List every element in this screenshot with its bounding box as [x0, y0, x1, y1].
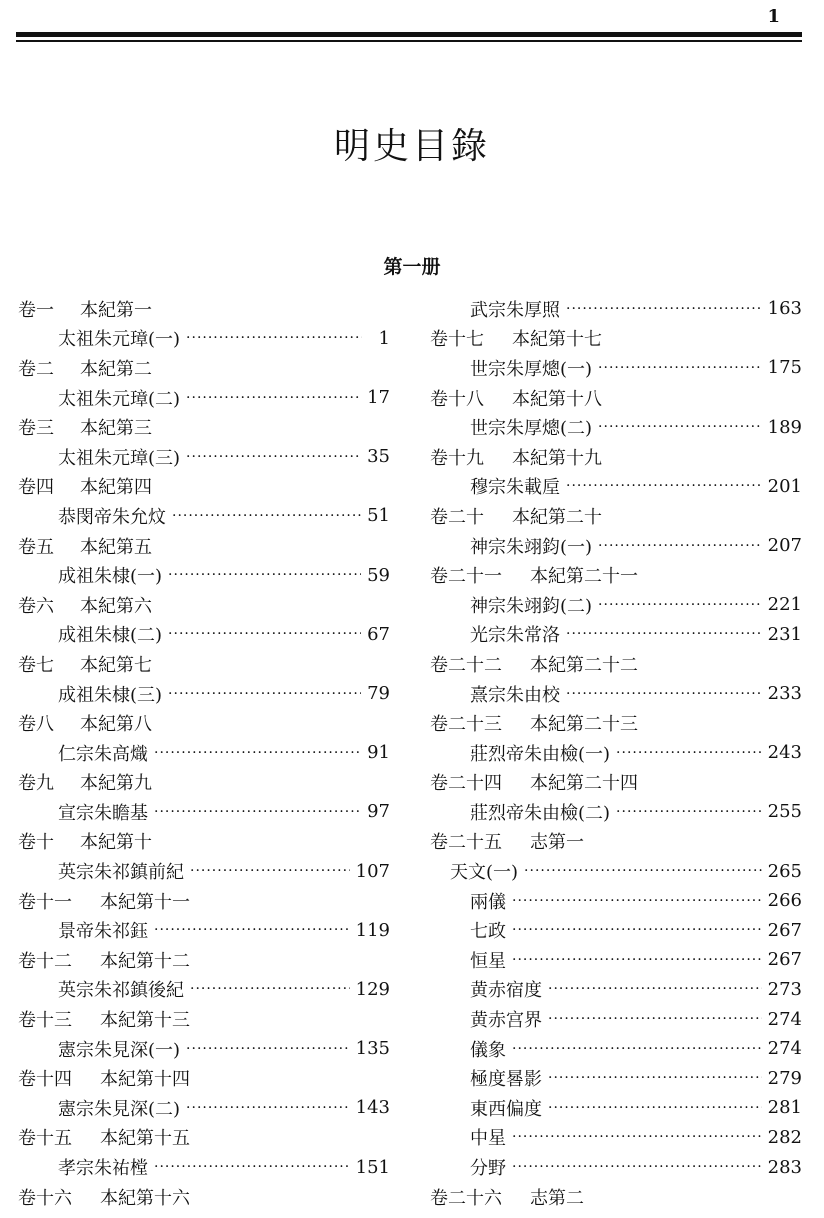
- dot-leader: [154, 922, 350, 938]
- entry-page-number: 51: [367, 505, 390, 527]
- entry-page-number: 151: [355, 1156, 390, 1178]
- toc-entry: [18, 324, 390, 354]
- dot-leader: [598, 538, 762, 554]
- juan-title: 本紀第二十四: [530, 773, 638, 795]
- entry-page-number: 267: [767, 919, 802, 941]
- toc-entry: [18, 797, 390, 827]
- toc-entry: [18, 1093, 390, 1123]
- dot-leader: [548, 981, 762, 997]
- juan-number: 卷十: [18, 832, 54, 854]
- entry-label: 孝宗朱祐樘: [58, 1158, 148, 1180]
- juan-title: 本紀第八: [80, 714, 152, 736]
- juan-number: 卷十六: [18, 1187, 72, 1209]
- juan-number: 卷十一: [18, 891, 72, 913]
- volume-heading: 第一册: [383, 256, 441, 278]
- dot-leader: [616, 804, 762, 820]
- juan-title: 本紀第二十二: [530, 654, 638, 676]
- dot-leader: [524, 863, 762, 879]
- juan-title: 本紀第十八: [512, 388, 602, 410]
- juan-number: 卷十二: [18, 950, 72, 972]
- toc-entry: [430, 975, 802, 1005]
- entry-page-number: 175: [767, 357, 802, 379]
- entry-label: 景帝朱祁鈺: [58, 921, 148, 943]
- entry-label: 七政: [470, 921, 506, 943]
- dot-leader: [598, 360, 762, 376]
- toc-entry: [430, 412, 802, 442]
- entry-label: 熹宗朱由校: [470, 684, 560, 706]
- entry-page-number: 243: [767, 742, 802, 764]
- toc-juan-heading: [18, 886, 390, 916]
- entry-page-number: 282: [767, 1126, 802, 1148]
- toc-juan-heading: [430, 383, 802, 413]
- entry-page-number: 207: [767, 535, 802, 557]
- toc-entry: [430, 1063, 802, 1093]
- toc-juan-heading: [18, 649, 390, 679]
- toc-entry: [430, 797, 802, 827]
- toc-juan-heading: [430, 708, 802, 738]
- entry-label: 黄赤宫界: [470, 1010, 542, 1032]
- entry-label: 世宗朱厚熜(一): [470, 358, 593, 380]
- toc-juan-heading: [18, 945, 390, 975]
- toc-entry: [18, 1152, 390, 1182]
- entry-label: 恭閔帝朱允炆: [58, 506, 166, 528]
- toc-juan-heading: [18, 353, 390, 383]
- dot-leader: [566, 686, 762, 702]
- dot-leader: [172, 508, 361, 524]
- entry-label: 恒星: [470, 950, 506, 972]
- juan-title: 本紀第二十三: [530, 714, 638, 736]
- dot-leader: [566, 301, 762, 317]
- page-number: 1: [767, 6, 780, 27]
- entry-label: 英宗朱祁鎮後紀: [58, 980, 184, 1002]
- toc-juan-heading: [18, 1004, 390, 1034]
- juan-number: 卷五: [18, 536, 54, 558]
- juan-number: 卷二十三: [430, 714, 502, 736]
- entry-page-number: 273: [767, 978, 802, 1000]
- entry-page-number: 143: [355, 1097, 390, 1119]
- dot-leader: [186, 449, 361, 465]
- entry-label: 憲宗朱見深(二): [58, 1098, 181, 1120]
- entry-label: 英宗朱祁鎮前紀: [58, 862, 184, 884]
- juan-title: 本紀第一: [80, 299, 152, 321]
- juan-title: 本紀第二: [80, 358, 152, 380]
- toc-entry: [430, 1034, 802, 1064]
- dot-leader: [512, 893, 762, 909]
- entry-page-number: 201: [767, 475, 802, 497]
- dot-leader: [154, 745, 361, 761]
- toc-juan-heading: [18, 827, 390, 857]
- toc-juan-heading: [430, 1182, 802, 1212]
- juan-number: 卷三: [18, 418, 54, 440]
- juan-title: 本紀第九: [80, 773, 152, 795]
- toc-entry: [18, 560, 390, 590]
- entry-page-number: 274: [767, 1008, 802, 1030]
- entry-page-number: 129: [355, 978, 390, 1000]
- entry-label: 成祖朱棣(一): [58, 566, 163, 588]
- entry-page-number: 17: [367, 387, 390, 409]
- dot-leader: [512, 1159, 762, 1175]
- toc-entry: [18, 975, 390, 1005]
- juan-number: 卷十九: [430, 447, 484, 469]
- entry-label: 仁宗朱高熾: [58, 743, 148, 765]
- juan-title: 本紀第七: [80, 654, 152, 676]
- entry-label: 太祖朱元璋(三): [58, 447, 181, 469]
- juan-title: 本紀第三: [80, 418, 152, 440]
- dot-leader: [154, 1159, 350, 1175]
- juan-number: 卷二十四: [430, 773, 502, 795]
- juan-number: 卷二十六: [430, 1187, 502, 1209]
- toc-right-column: [430, 294, 802, 1211]
- dot-leader: [566, 478, 762, 494]
- juan-title: 志第二: [530, 1187, 584, 1209]
- entry-label: 黄赤宿度: [470, 980, 542, 1002]
- juan-number: 卷二: [18, 358, 54, 380]
- entry-page-number: 266: [767, 890, 802, 912]
- dot-leader: [168, 567, 361, 583]
- entry-label: 武宗朱厚照: [470, 299, 560, 321]
- juan-number: 卷一: [18, 299, 54, 321]
- dot-leader: [566, 626, 762, 642]
- toc-entry: [430, 856, 802, 886]
- entry-page-number: 67: [367, 623, 390, 645]
- entry-label: 宣宗朱瞻基: [58, 802, 148, 824]
- toc-entry: [430, 1093, 802, 1123]
- toc-entry: [18, 442, 390, 472]
- juan-number: 卷二十五: [430, 832, 502, 854]
- entry-label: 莊烈帝朱由檢(二): [470, 802, 611, 824]
- juan-number: 卷二十二: [430, 654, 502, 676]
- juan-number: 卷九: [18, 773, 54, 795]
- juan-title: 本紀第十六: [100, 1187, 190, 1209]
- toc-juan-heading: [18, 1182, 390, 1212]
- toc-entry: [430, 531, 802, 561]
- dot-leader: [598, 419, 762, 435]
- entry-label: 成祖朱棣(二): [58, 625, 163, 647]
- toc-entry: [430, 915, 802, 945]
- juan-number: 卷十七: [430, 329, 484, 351]
- juan-title: 本紀第十三: [100, 1010, 190, 1032]
- toc-entry: [18, 1034, 390, 1064]
- juan-title: 本紀第十一: [100, 891, 190, 913]
- entry-page-number: 231: [767, 623, 802, 645]
- toc-entry: [18, 501, 390, 531]
- entry-label: 東西偏度: [470, 1098, 542, 1120]
- entry-page-number: 281: [767, 1097, 802, 1119]
- toc-juan-heading: [18, 412, 390, 442]
- entry-page-number: 267: [767, 949, 802, 971]
- toc-juan-heading: [18, 1123, 390, 1153]
- dot-leader: [598, 597, 762, 613]
- entry-page-number: 107: [355, 860, 390, 882]
- entry-label: 極度晷影: [470, 1069, 542, 1091]
- toc-entry: [430, 945, 802, 975]
- toc-entry: [430, 1123, 802, 1153]
- entry-label: 儀象: [470, 1039, 506, 1061]
- toc-juan-heading: [18, 590, 390, 620]
- toc-entry: [18, 915, 390, 945]
- entry-page-number: 233: [767, 683, 802, 705]
- dot-leader: [548, 1011, 762, 1027]
- dot-leader: [186, 390, 361, 406]
- entry-page-number: 279: [767, 1067, 802, 1089]
- entry-label: 光宗朱常洛: [470, 625, 560, 647]
- juan-number: 卷八: [18, 714, 54, 736]
- entry-label: 世宗朱厚熜(二): [470, 418, 593, 440]
- toc-juan-heading: [430, 324, 802, 354]
- juan-title: 本紀第十二: [100, 950, 190, 972]
- toc-juan-heading: [430, 560, 802, 590]
- toc-juan-heading: [18, 472, 390, 502]
- entry-label: 神宗朱翊鈞(一): [470, 536, 593, 558]
- toc-juan-heading: [18, 768, 390, 798]
- juan-title: 本紀第十五: [100, 1128, 190, 1150]
- entry-page-number: 79: [367, 683, 390, 705]
- entry-page-number: 265: [767, 860, 802, 882]
- juan-number: 卷七: [18, 654, 54, 676]
- entry-label: 太祖朱元璋(二): [58, 388, 181, 410]
- toc-entry: [18, 383, 390, 413]
- entry-label: 天文(一): [450, 862, 519, 884]
- entry-label: 莊烈帝朱由檢(一): [470, 743, 611, 765]
- entry-page-number: 119: [355, 919, 390, 941]
- entry-label: 分野: [470, 1158, 506, 1180]
- dot-leader: [512, 922, 762, 938]
- entry-page-number: 1: [378, 327, 390, 349]
- dot-leader: [190, 863, 350, 879]
- entry-label: 成祖朱棣(三): [58, 684, 163, 706]
- toc-entry: [18, 738, 390, 768]
- dot-leader: [616, 745, 762, 761]
- toc-entry: [18, 856, 390, 886]
- entry-label: 穆宗朱載垕: [470, 477, 560, 499]
- juan-number: 卷二十: [430, 506, 484, 528]
- dot-leader: [154, 804, 361, 820]
- entry-page-number: 35: [367, 446, 390, 468]
- dot-leader: [512, 1041, 762, 1057]
- entry-label: 神宗朱翊鈞(二): [470, 595, 593, 617]
- dot-leader: [190, 981, 350, 997]
- entry-page-number: 274: [767, 1038, 802, 1060]
- header-rule-thin: [16, 40, 802, 42]
- page-title: 明史目錄: [333, 126, 490, 167]
- toc-entry: [18, 620, 390, 650]
- entry-page-number: 91: [367, 742, 390, 764]
- juan-title: 本紀第十四: [100, 1069, 190, 1091]
- entry-page-number: 135: [355, 1038, 390, 1060]
- entry-page-number: 255: [767, 801, 802, 823]
- juan-title: 本紀第十: [80, 832, 152, 854]
- entry-page-number: 163: [767, 298, 802, 320]
- header-rule-thick: [16, 32, 802, 37]
- juan-title: 本紀第五: [80, 536, 152, 558]
- juan-number: 卷四: [18, 477, 54, 499]
- entry-label: 太祖朱元璋(一): [58, 329, 181, 351]
- entry-page-number: 283: [767, 1156, 802, 1178]
- juan-number: 卷十八: [430, 388, 484, 410]
- toc-juan-heading: [430, 827, 802, 857]
- toc-juan-heading: [18, 531, 390, 561]
- juan-number: 卷十五: [18, 1128, 72, 1150]
- dot-leader: [186, 1041, 350, 1057]
- toc-juan-heading: [18, 708, 390, 738]
- toc-entry: [430, 353, 802, 383]
- entry-label: 憲宗朱見深(一): [58, 1039, 181, 1061]
- toc-entry: [430, 679, 802, 709]
- juan-title: 本紀第二十: [512, 506, 602, 528]
- juan-title: 本紀第四: [80, 477, 152, 499]
- entry-page-number: 97: [367, 801, 390, 823]
- juan-title: 本紀第二十一: [530, 566, 638, 588]
- entry-label: 中星: [470, 1128, 506, 1150]
- toc-entry: [430, 472, 802, 502]
- toc-left-column: [18, 294, 390, 1211]
- toc-entry: [430, 738, 802, 768]
- entry-page-number: 59: [367, 564, 390, 586]
- dot-leader: [512, 1129, 762, 1145]
- toc-entry: [430, 294, 802, 324]
- toc-entry: [430, 1152, 802, 1182]
- toc-juan-heading: [430, 501, 802, 531]
- juan-title: 志第一: [530, 832, 584, 854]
- toc-juan-heading: [18, 294, 390, 324]
- juan-title: 本紀第十七: [512, 329, 602, 351]
- juan-number: 卷十四: [18, 1069, 72, 1091]
- juan-number: 卷十三: [18, 1010, 72, 1032]
- toc-entry: [430, 620, 802, 650]
- toc-entry: [430, 886, 802, 916]
- dot-leader: [186, 330, 362, 346]
- toc-juan-heading: [430, 649, 802, 679]
- entry-label: 兩儀: [470, 891, 506, 913]
- juan-number: 卷二十一: [430, 566, 502, 588]
- entry-page-number: 189: [767, 416, 802, 438]
- dot-leader: [548, 1100, 762, 1116]
- toc-juan-heading: [430, 768, 802, 798]
- dot-leader: [168, 686, 361, 702]
- dot-leader: [186, 1100, 350, 1116]
- dot-leader: [168, 626, 361, 642]
- dot-leader: [512, 952, 762, 968]
- toc-juan-heading: [18, 1063, 390, 1093]
- toc-entry: [430, 1004, 802, 1034]
- toc-entry: [18, 679, 390, 709]
- toc-entry: [430, 590, 802, 620]
- toc-juan-heading: [430, 442, 802, 472]
- juan-title: 本紀第六: [80, 595, 152, 617]
- juan-title: 本紀第十九: [512, 447, 602, 469]
- juan-number: 卷六: [18, 595, 54, 617]
- entry-page-number: 221: [767, 594, 802, 616]
- dot-leader: [548, 1070, 762, 1086]
